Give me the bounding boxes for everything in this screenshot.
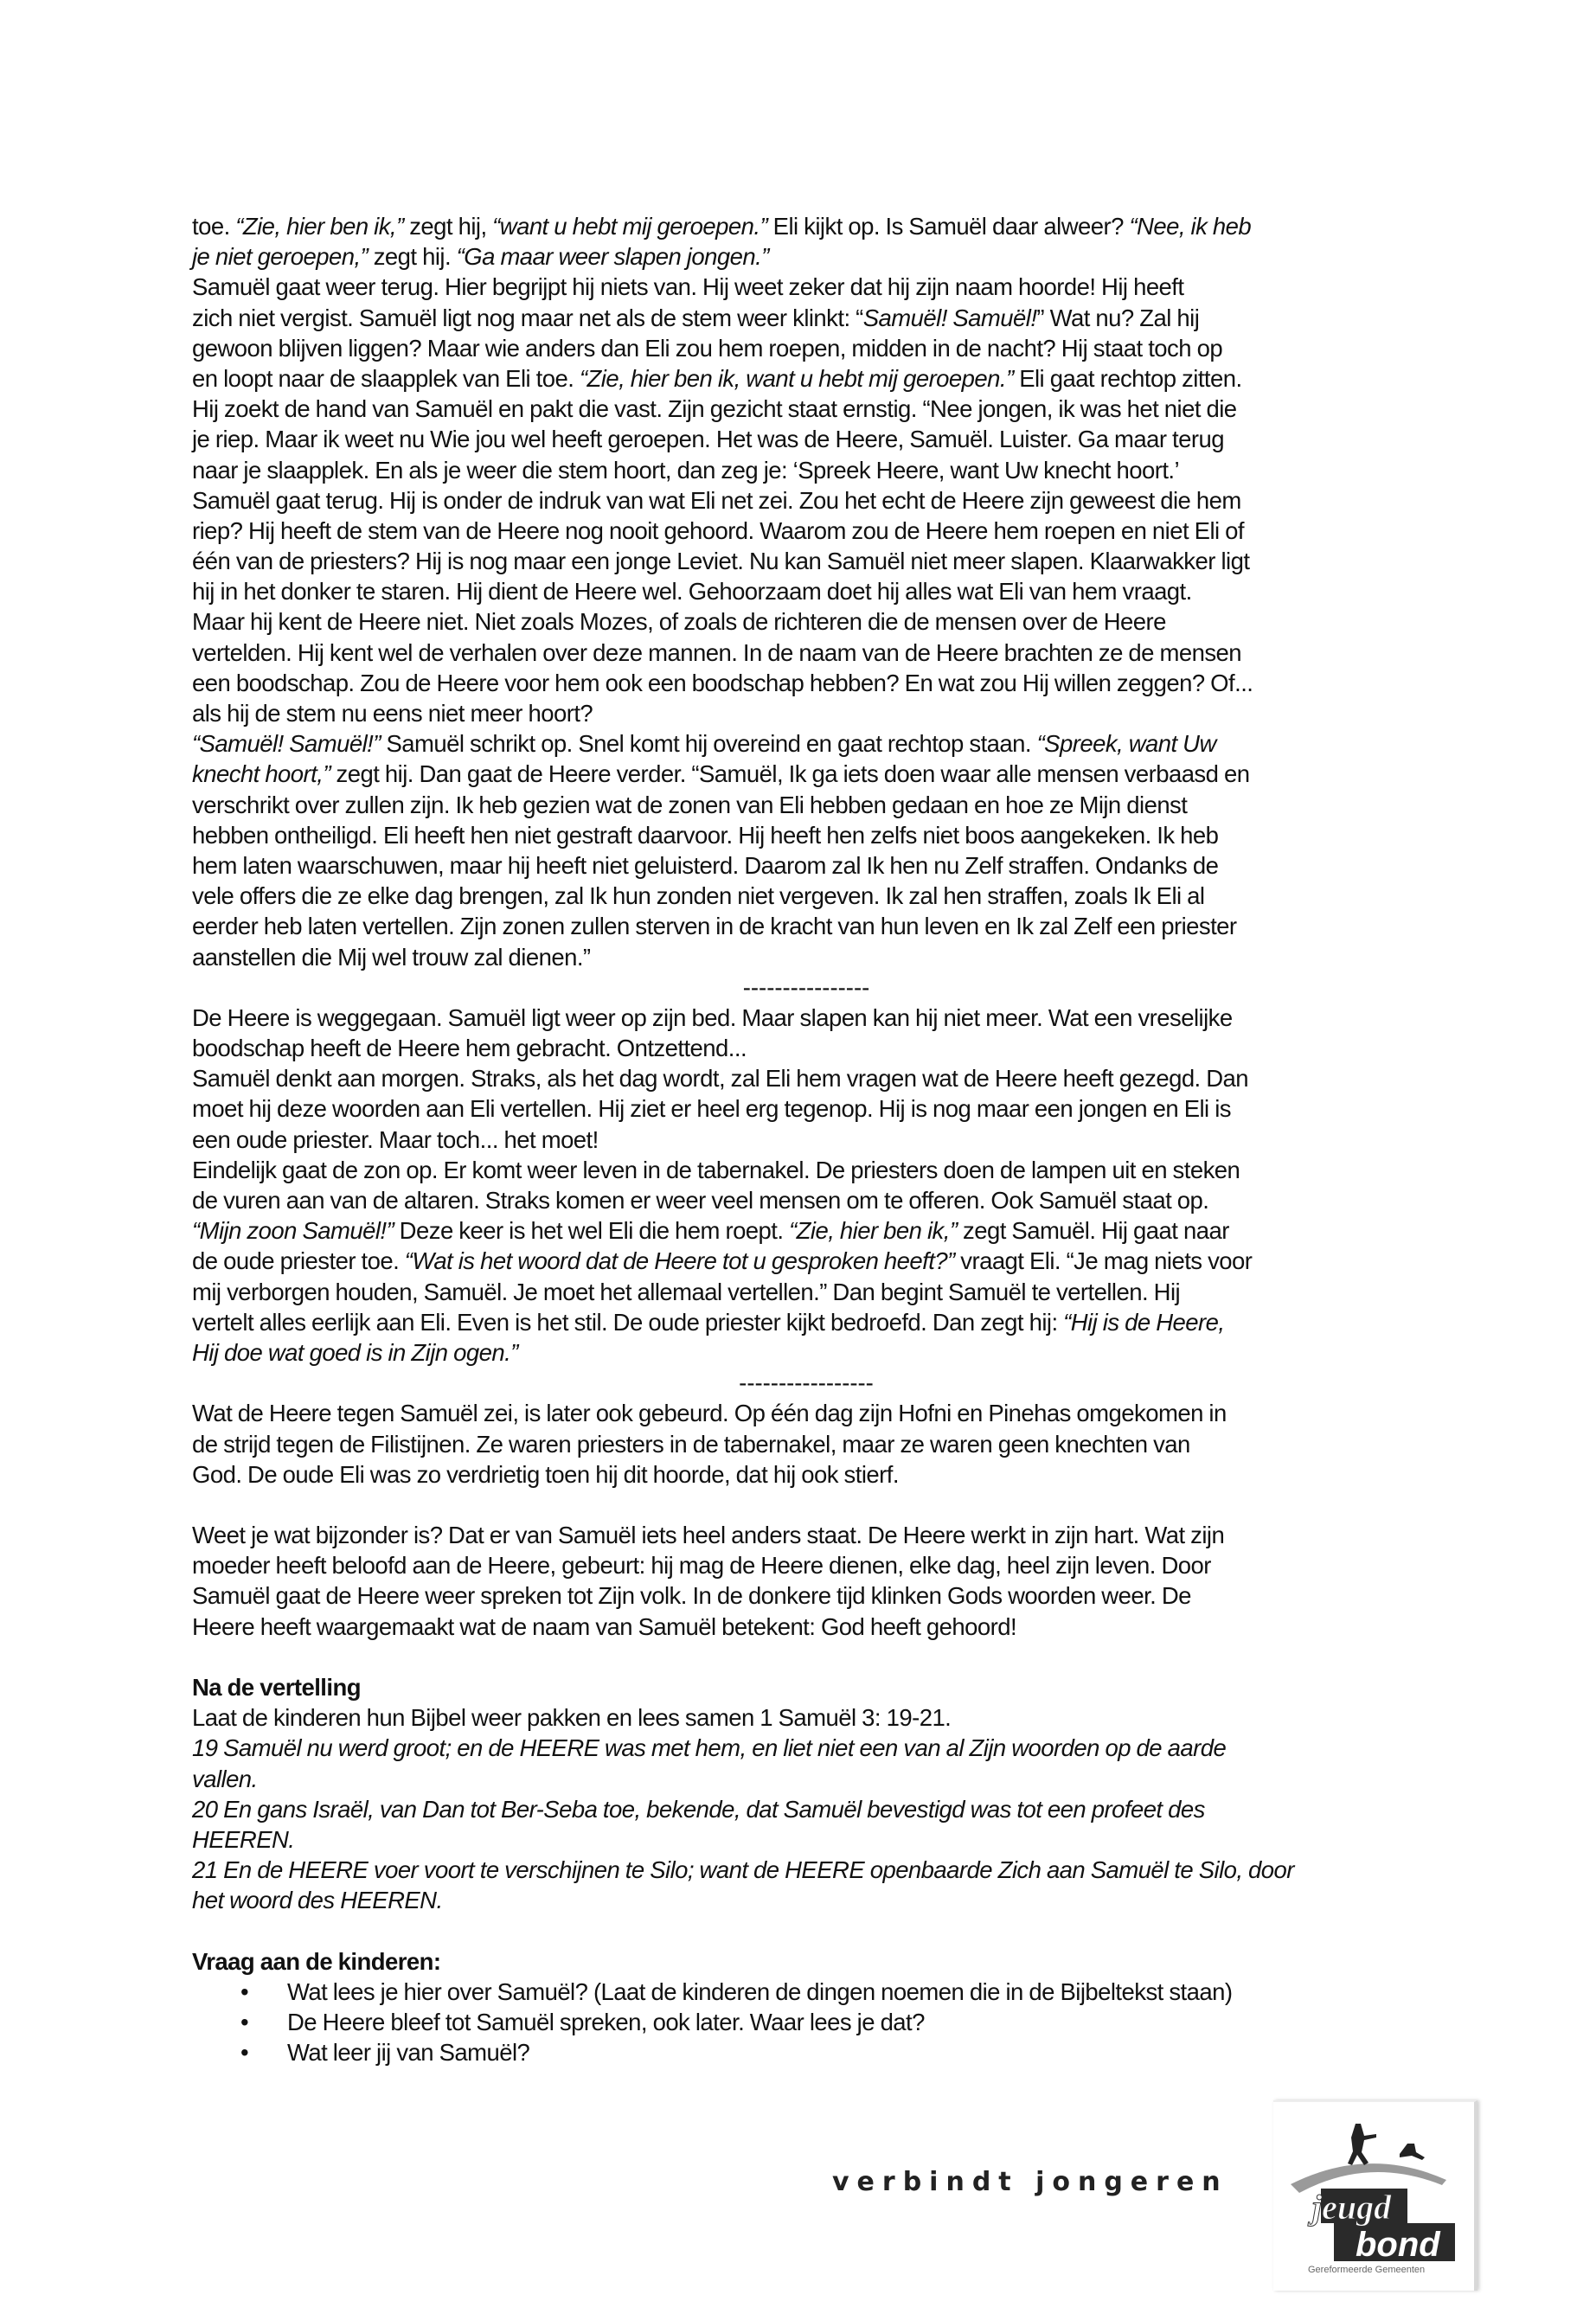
- text-line: [192, 790, 1420, 820]
- bullet-icon: •: [240, 2009, 249, 2036]
- text-span: Eli gaat rechtop zitten.: [1013, 364, 1242, 392]
- question-text: De Heere bleef tot Samuël spreken, ook later. Waar lees je dat?: [287, 2009, 925, 2036]
- text-line: [192, 546, 1420, 576]
- italic-quote: “Samuël! Samuël!”: [192, 730, 381, 758]
- text-line: [192, 820, 1420, 850]
- text-span: vertelden. Hij kent wel de verhalen over deze mannen. In de naam van de Heere brachten ze de mensen: [192, 638, 1242, 666]
- text-span: Samuël schrikt op. Snel komt hij overeind en gaat rechtop staan.: [380, 730, 1037, 758]
- logo-word-jeugd: jeugd: [1312, 2188, 1392, 2227]
- text-line: [192, 728, 1420, 759]
- bullet-icon: •: [240, 2039, 249, 2067]
- italic-quote: “Spreek, want Uw: [1036, 730, 1216, 758]
- text-line: [192, 1459, 1420, 1490]
- text-line: [192, 455, 1420, 485]
- text-span: verschrikt over zullen zijn. Ik heb gezien wat de zonen van Eli hebben gedaan en hoe ze Mijn dienst: [192, 791, 1188, 818]
- document-body: [192, 211, 1420, 2067]
- text-span: naar je slaapplek. En als je weer die stem hoort, dan zeg je: ‘Spreek Heere, want Uw knecht hoort.’: [192, 456, 1180, 484]
- text-span: aanstellen die Mij wel trouw zal dienen.”: [192, 943, 591, 971]
- text-span: zich niet vergist. Samuël ligt nog maar net als de stem weer klinkt: “: [192, 304, 863, 331]
- text-line: [192, 1215, 1420, 1246]
- blank-line: [192, 1916, 1420, 1946]
- question-list-item: [192, 1977, 1420, 2007]
- text-line: [192, 516, 1420, 546]
- text-line: [192, 1093, 1420, 1124]
- text-line: [192, 1185, 1420, 1215]
- text-span: riep? Hij heeft de stem van de Heere nog nooit gehoord. Waarom zou de Heere hem roepen en niet Eli of: [192, 516, 1244, 544]
- footer-tagline: verbindt jongeren: [832, 2167, 1228, 2197]
- text-line: [192, 668, 1420, 698]
- text-span: vele offers die ze elke dag brengen, zal Ik hun zonden niet vergeven. Ik zal hen straffen, zoals Ik Eli al: [192, 882, 1205, 910]
- text-line: [192, 1398, 1420, 1428]
- text-line: [192, 1277, 1420, 1307]
- text-line: [192, 1794, 1420, 1824]
- italic-quote: HEEREN.: [192, 1825, 295, 1853]
- italic-quote: het woord des HEEREN.: [192, 1887, 443, 1914]
- text-line: [192, 1855, 1420, 1885]
- logo-graphic: [1273, 2102, 1474, 2291]
- text-span: de vuren aan van de altaren. Straks komen er weer veel mensen om te offeren. Ook Samuël staat op.: [192, 1187, 1209, 1214]
- text-span: hebben ontheiligd. Eli heeft hen niet gestraft daarvoor. Hij heeft hen zelfs niet boos aangekeken. Ik heb: [192, 821, 1219, 849]
- text-line: [192, 850, 1420, 881]
- jeugdbond-logo: [1273, 2100, 1477, 2291]
- text-line: [192, 1733, 1420, 1763]
- text-line: [192, 424, 1420, 454]
- text-line: [192, 1580, 1420, 1611]
- text-span: boodschap heeft de Heere hem gebracht. Ontzettend...: [192, 1035, 747, 1062]
- text-span: Heere heeft waargemaakt wat de naam van Samuël betekent: God heeft gehoord!: [192, 1612, 1017, 1640]
- italic-quote: knecht hoort,”: [192, 760, 330, 788]
- text-span: ” Wat nu? Zal hij: [1036, 304, 1200, 331]
- logo-word-bond: bond: [1356, 2226, 1440, 2264]
- text-line: [192, 942, 1420, 972]
- text-line: [192, 698, 1420, 728]
- figure-runner-icon: [1348, 2124, 1376, 2165]
- question-text: Wat lees je hier over Samuël? (Laat de kinderen de dingen noemen die in de Bijbeltekst staan): [287, 1977, 1233, 2005]
- text-span: hij in het donker te staren. Hij dient de Heere wel. Gehoorzaam doet hij alles wat Eli van hem vraagt.: [192, 578, 1192, 606]
- text-span: Hij zoekt de hand van Samuël en pakt die vast. Zijn gezicht staat ernstig. “Nee jongen, ik was het niet die: [192, 395, 1237, 423]
- italic-quote: “Hij is de Heere,: [1063, 1308, 1225, 1336]
- italic-quote: “Zie, hier ben ik, want u hebt mij geroepen.”: [579, 364, 1014, 392]
- text-line: [192, 1885, 1420, 1915]
- text-span: Maar hij kent de Heere niet. Niet zoals Mozes, of zoals de richteren die de mensen over de Heere: [192, 608, 1166, 636]
- text-line: [192, 1550, 1420, 1580]
- text-span: mij verborgen houden, Samuël. Je moet het allemaal vertellen.” Dan begint Samuël te vertellen. Hij: [192, 1278, 1181, 1305]
- text-line: [192, 272, 1420, 302]
- text-line: [192, 1125, 1420, 1155]
- text-span: Laat de kinderen hun Bijbel weer pakken en lees samen 1 Samuël 3: 19-21.: [192, 1704, 952, 1732]
- question-list-item: [192, 2037, 1420, 2067]
- text-span: vraagt Eli. “Je mag niets voor: [954, 1247, 1253, 1275]
- text-line: [192, 1764, 1420, 1794]
- text-span: Eli kijkt op. Is Samuël daar alweer?: [767, 213, 1130, 240]
- italic-quote: je niet geroepen,”: [192, 243, 369, 271]
- italic-quote: “Zie, hier ben ik,”: [235, 213, 404, 240]
- italic-quote: “Mijn zoon Samuël!”: [192, 1217, 394, 1245]
- text-span: Samuël gaat de Heere weer spreken tot Zijn volk. In de donkere tijd klinken Gods woorden weer. De: [192, 1582, 1191, 1610]
- text-span: de strijd tegen de Filistijnen. Ze waren priesters in de tabernakel, maar ze waren geen knechten van: [192, 1430, 1190, 1458]
- text-span: vertelt alles eerlijk aan Eli. Even is het stil. De oude priester kijkt bedroefd. Dan zegt hij:: [192, 1308, 1064, 1336]
- text-span: gewoon blijven liggen? Maar wie anders dan Eli zou hem roepen, midden in de nacht? Hij staat toch op: [192, 334, 1223, 362]
- italic-quote: “Nee, ik heb: [1129, 213, 1252, 240]
- text-line: [192, 1307, 1420, 1337]
- text-line: [192, 1337, 1420, 1368]
- section-separator: ----------------: [742, 973, 870, 1001]
- text-line: [192, 1612, 1420, 1642]
- text-span: God. De oude Eli was zo verdrietig toen hij dit hoorde, dat hij ook stierf.: [192, 1460, 899, 1488]
- text-span: je riep. Maar ik weet nu Wie jou wel heeft geroepen. Het was de Heere, Samuël. Luister. Ga maar terug: [192, 426, 1224, 453]
- blank-line: [192, 1490, 1420, 1520]
- section-heading: Na de vertelling: [192, 1674, 361, 1701]
- question-text: Wat leer jij van Samuël?: [287, 2039, 530, 2067]
- italic-quote: “want u hebt mij geroepen.”: [492, 213, 768, 240]
- section-separator: -----------------: [739, 1369, 874, 1397]
- italic-quote: Hij doe wat goed is in Zijn ogen.”: [192, 1338, 518, 1366]
- text-span: en loopt naar de slaapplek van Eli toe.: [192, 364, 580, 392]
- text-span: Deze keer is het wel Eli die hem roept.: [394, 1217, 790, 1245]
- italic-quote: vallen.: [192, 1765, 258, 1792]
- blank-line: [192, 1642, 1420, 1672]
- text-span: moeder heeft beloofd aan de Heere, gebeurt: hij mag de Heere dienen, elke dag, heel zijn leven. Door: [192, 1552, 1211, 1580]
- text-span: eerder heb laten vertellen. Zijn zonen zullen sterven in de kracht van hun leven en Ik zal Zelf een priester: [192, 913, 1237, 940]
- text-line: [192, 606, 1420, 637]
- figure-diver-icon: [1400, 2144, 1425, 2160]
- text-span: zegt hij. Dan gaat de Heere verder. “Samuël, Ik ga iets doen waar alle mensen verbaasd en: [330, 760, 1250, 788]
- text-line: [192, 1155, 1420, 1185]
- text-span: Wat de Heere tegen Samuël zei, is later ook gebeurd. Op één dag zijn Hofni en Pinehas omgekomen in: [192, 1400, 1227, 1427]
- text-span: Samuël gaat terug. Hij is onder de indruk van wat Eli net zei. Zou het echt de Heere zijn geweest die hem: [192, 486, 1241, 514]
- italic-quote: “Wat is het woord dat de Heere tot u gesproken heeft?”: [404, 1247, 955, 1275]
- text-span: zegt Samuël. Hij gaat naar: [957, 1217, 1229, 1245]
- italic-quote: 21 En de HEERE voer voort te verschijnen te Silo; want de HEERE openbaarde Zich aan Samuël te Silo, door: [192, 1856, 1294, 1884]
- text-span: één van de priesters? Hij is nog maar een jonge Leviet. Nu kan Samuël niet meer slapen. Klaarwakker ligt: [192, 548, 1250, 575]
- text-span: een boodschap. Zou de Heere voor hem ook een boodschap hebben? En wat zou Hij willen zeggen? Of...: [192, 669, 1253, 696]
- text-line: [192, 1246, 1420, 1276]
- text-span: De Heere is weggegaan. Samuël ligt weer op zijn bed. Maar slapen kan hij niet meer. Wat een vreselijke: [192, 1003, 1233, 1031]
- text-line: [192, 1824, 1420, 1855]
- text-span: Samuël denkt aan morgen. Straks, als het dag wordt, zal Eli hem vragen wat de Heere heeft gezegd. Dan: [192, 1065, 1249, 1093]
- text-span: zegt hij,: [403, 213, 493, 240]
- italic-quote: Samuël! Samuël!: [862, 304, 1037, 331]
- text-span: Weet je wat bijzonder is? Dat er van Samuël iets heel anders staat. De Heere werkt in zijn hart. Wat zijn: [192, 1522, 1225, 1549]
- text-line: [192, 211, 1420, 241]
- logo-subtitle: Gereformeerde Gemeenten: [1308, 2265, 1426, 2275]
- text-line: [192, 241, 1420, 272]
- text-line: [192, 1003, 1420, 1033]
- text-line: [192, 1063, 1420, 1093]
- text-line: [192, 1429, 1420, 1459]
- text-line: [192, 394, 1420, 424]
- text-line: [192, 881, 1420, 911]
- text-line: [192, 303, 1420, 333]
- text-span: toe.: [192, 213, 236, 240]
- italic-quote: “Ga maar weer slapen jongen.”: [456, 243, 769, 271]
- text-line: [192, 1520, 1420, 1550]
- text-line: [192, 576, 1420, 606]
- text-span: een oude priester. Maar toch... het moet!: [192, 1125, 599, 1153]
- bullet-icon: •: [240, 1977, 249, 2005]
- text-span: Eindelijk gaat de zon op. Er komt weer leven in de tabernakel. De priesters doen de lampen uit en steken: [192, 1156, 1240, 1183]
- text-line: [192, 333, 1420, 363]
- italic-quote: 19 Samuël nu werd groot; en de HEERE was met hem, en liet niet een van al Zijn woorden op de aarde: [192, 1734, 1227, 1762]
- italic-quote: “Zie, hier ben ik,”: [789, 1217, 958, 1245]
- text-line: [192, 911, 1420, 941]
- text-span: moet hij deze woorden aan Eli vertellen. Hij ziet er heel erg tegenop. Hij is nog maar een jongen en Eli is: [192, 1095, 1231, 1123]
- text-line: [192, 1033, 1420, 1063]
- text-line: [192, 363, 1420, 394]
- text-span: zegt hij.: [368, 243, 457, 271]
- text-span: Samuël gaat weer terug. Hier begrijpt hij niets van. Hij weet zeker dat hij zijn naam hoorde! Hij heeft: [192, 273, 1184, 301]
- text-line: [192, 1702, 1420, 1733]
- text-span: als hij de stem nu eens niet meer hoort?: [192, 700, 593, 727]
- italic-quote: 20 En gans Israël, van Dan tot Ber-Seba toe, bekende, dat Samuël bevestigd was tot een profeet des: [192, 1795, 1205, 1823]
- text-span: de oude priester toe.: [192, 1247, 405, 1275]
- text-span: hem laten waarschuwen, maar hij heeft niet geluisterd. Daarom zal Ik hen nu Zelf straffen. Ondanks de: [192, 851, 1219, 879]
- text-line: [192, 485, 1420, 516]
- text-line: [192, 638, 1420, 668]
- text-line: [192, 759, 1420, 789]
- section-heading: Vraag aan de kinderen:: [192, 1947, 441, 1975]
- question-list-item: [192, 2007, 1420, 2037]
